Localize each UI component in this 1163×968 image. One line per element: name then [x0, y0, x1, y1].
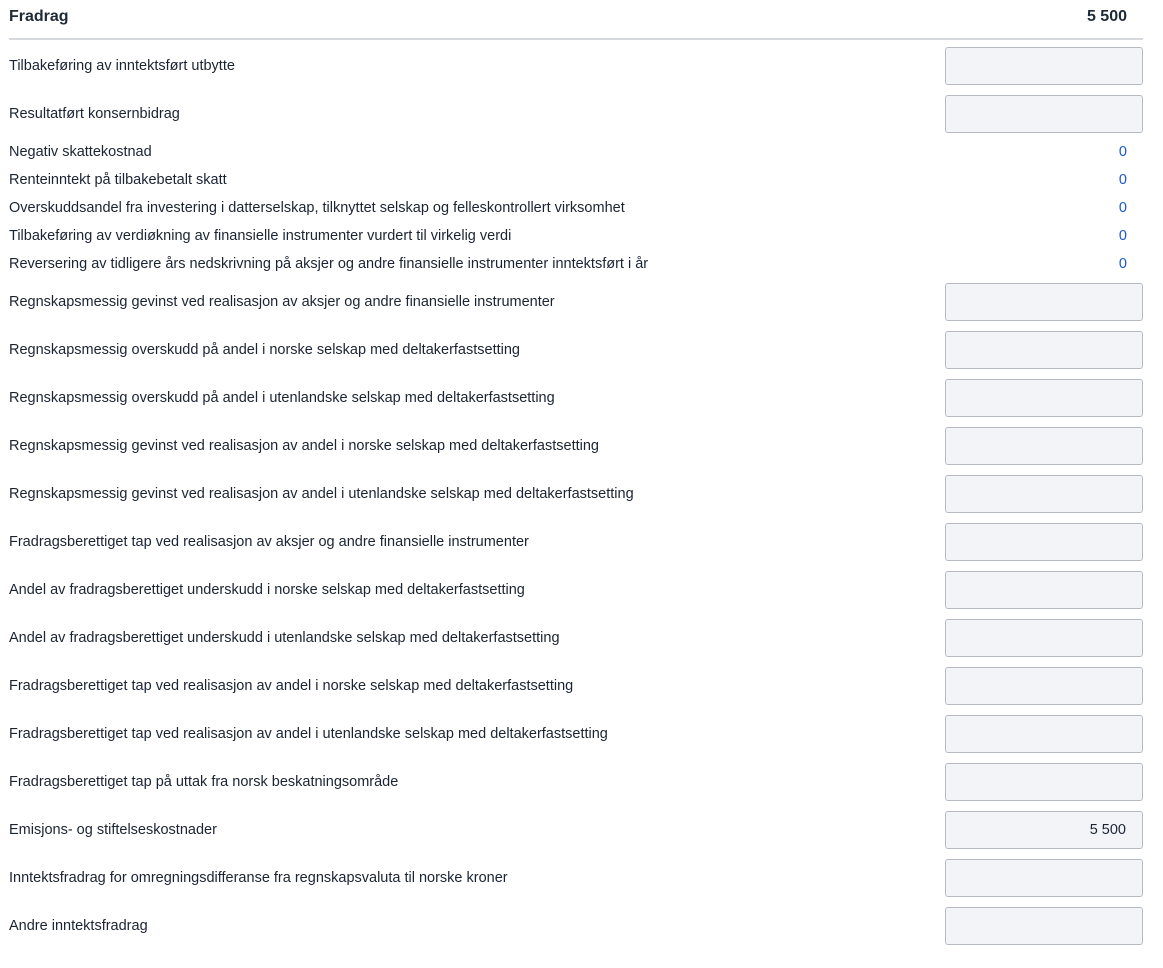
section-title: Fradrag: [9, 8, 69, 25]
underskudd-norske-input[interactable]: [945, 571, 1143, 609]
verdiokning-value: 0: [1118, 228, 1127, 244]
tap-utenlandske-input[interactable]: [945, 715, 1143, 753]
omregningsdifferanse-input[interactable]: [945, 859, 1143, 897]
section-header: [9, 0, 1143, 40]
reversering-nedskrivning-value: 0: [1118, 256, 1127, 272]
section-total: 5 500: [1086, 8, 1127, 25]
row-label: Andel av fradragsberettiget underskudd i utenlandske selskap med deltakerfastsetting: [9, 630, 560, 646]
row-label: Tilbakeføring av inntektsført utbytte: [9, 58, 235, 74]
tap-norske-input[interactable]: [945, 667, 1143, 705]
row-label: Regnskapsmessig gevinst ved realisasjon av andel i norske selskap med deltakerfastsetting: [9, 438, 599, 454]
overskudd-norske-input[interactable]: [945, 331, 1143, 369]
emisjonskostnader-input[interactable]: [945, 811, 1143, 849]
row-label: Inntektsfradrag for omregningsdifferanse fra regnskapsvaluta til norske kroner: [9, 870, 508, 886]
andre-inntektsfradrag-input[interactable]: [945, 907, 1143, 945]
row-label: Fradragsberettiget tap ved realisasjon av andel i norske selskap med deltakerfastsetting: [9, 678, 574, 694]
row-label: Emisjons- og stiftelseskostnader: [9, 822, 217, 838]
row-label: Fradragsberettiget tap ved realisasjon av andel i utenlandske selskap med deltakerfastsetting: [9, 726, 608, 742]
renteinntekt-value: 0: [1118, 172, 1127, 188]
row-label: Regnskapsmessig gevinst ved realisasjon av andel i utenlandske selskap med deltakerfastsetting: [9, 486, 634, 502]
row-label: Overskuddsandel fra investering i datterselskap, tilknyttet selskap og felleskontrollert virksomhet: [9, 200, 625, 216]
negativ-skattekostnad-value: 0: [1118, 144, 1127, 160]
tap-aksjer-input[interactable]: [945, 523, 1143, 561]
row-label: Tilbakeføring av verdiøkning av finansielle instrumenter vurdert til virkelig verdi: [9, 228, 512, 244]
row-label: Renteinntekt på tilbakebetalt skatt: [9, 172, 227, 188]
overskuddsandel-value: 0: [1118, 200, 1127, 216]
konsernbidrag-input[interactable]: [945, 95, 1143, 133]
row-label: Regnskapsmessig gevinst ved realisasjon av aksjer og andre finansielle instrumenter: [9, 294, 555, 310]
row-label: Regnskapsmessig overskudd på andel i utenlandske selskap med deltakerfastsetting: [9, 390, 555, 406]
row-label: Negativ skattekostnad: [9, 144, 152, 160]
row-label: Fradragsberettiget tap på uttak fra norsk beskatningsområde: [9, 774, 399, 790]
tilbakeforing-utbytte-input[interactable]: [945, 47, 1143, 85]
overskudd-utenlandske-input[interactable]: [945, 379, 1143, 417]
row-label: Andre inntektsfradrag: [9, 918, 148, 934]
row-label: Fradragsberettiget tap ved realisasjon av aksjer og andre finansielle instrumenter: [9, 534, 529, 550]
gevinst-norske-input[interactable]: [945, 427, 1143, 465]
tap-uttak-input[interactable]: [945, 763, 1143, 801]
row-label: Reversering av tidligere års nedskrivning på aksjer og andre finansielle instrumenter inntektsført i år: [9, 256, 649, 272]
row-label: Regnskapsmessig overskudd på andel i norske selskap med deltakerfastsetting: [9, 342, 520, 358]
gevinst-utenlandske-input[interactable]: [945, 475, 1143, 513]
gevinst-aksjer-input[interactable]: [945, 283, 1143, 321]
row-label: Andel av fradragsberettiget underskudd i norske selskap med deltakerfastsetting: [9, 582, 525, 598]
row-label: Resultatført konsernbidrag: [9, 106, 180, 122]
underskudd-utenlandske-input[interactable]: [945, 619, 1143, 657]
